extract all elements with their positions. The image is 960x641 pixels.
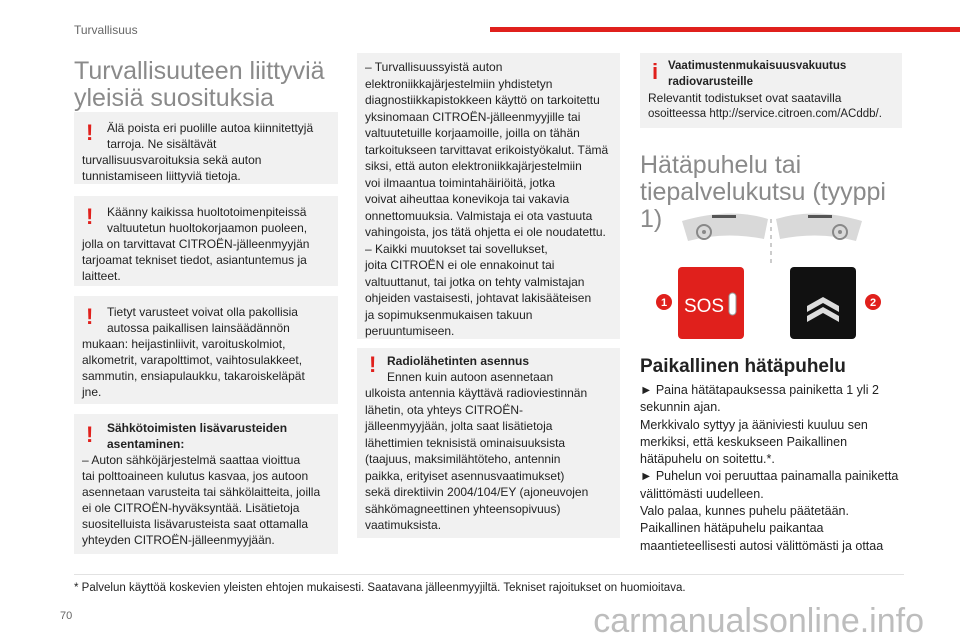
text-line: (taajuus, maksimilähtöteho, antennin (365, 452, 561, 466)
warning-exclamation-icon: ! (369, 352, 377, 377)
warning-text-line2: autossa paikallisen lainsäädännön (107, 321, 290, 335)
text-line: Merkkivalo syttyy ja ääniviesti kuuluu sen (640, 417, 868, 432)
warning-text-line5: suositelluista lisävarusteista saat ottamalla (82, 517, 309, 531)
info-text-line1: Relevantit todistukset ovat saatavilla (648, 91, 842, 105)
column-1 (74, 58, 338, 112)
warning-exclamation-icon: ! (86, 204, 94, 229)
warning-text-line3: jolla on tarvittavat CITROËN-jälleenmyyjän (82, 237, 310, 251)
text-line: paikka, erityiset asennusvaatimukset) (365, 468, 565, 483)
text-line: Paikallinen hätäpuhelu paikantaa (640, 521, 824, 536)
text-line: sekunnin ajan. (640, 400, 721, 415)
text-line: lähetin, ota yhteys CITROËN- (365, 402, 524, 417)
warning-text-line4: tarjoamat tekniset tiedot, asiantuntemus ja (82, 253, 307, 267)
text-line: valtuutetuille korjaamoille, joilla on tähän (365, 126, 580, 140)
text-line: peruuntumiseen. (365, 324, 455, 338)
watermark: carmanualsonline.info (593, 602, 924, 640)
warning-text-line6: jne. (82, 385, 102, 399)
text-line: vahingoista, jos tätä ohjetta ei ole noudatettu. (365, 225, 606, 239)
warning-box-equipment (74, 296, 338, 404)
info-text-line2: osoitteessa http://service.citroen.com/ACddb/. (648, 108, 882, 120)
warning-box-electrical (74, 414, 338, 554)
footnote: * Palvelun käyttöä koskevien yleisten ehtojen mukaisesti. Saatavana jälleenmyyjiltä. Tekniset rajoitukset on huomioitava. (74, 582, 686, 594)
warning-text-line1: – Auton sähköjärjestelmä saattaa vioittua (82, 453, 301, 467)
section-header: Turvallisuus (74, 23, 138, 37)
light-bar-icon (712, 215, 736, 218)
warning-exclamation-icon: ! (86, 422, 94, 447)
text-line: onnettomuuksia. Valmistaja ei ota vastuuta (365, 208, 593, 223)
text-line: – Kaikki muutokset tai sovellukset, (365, 241, 548, 256)
info-box-declaration (640, 53, 902, 128)
text-line: välittömästi uudelleen. (640, 486, 764, 501)
warning-text-line3: mukaan: heijastinliivit, varoituskolmiot, (82, 337, 286, 351)
text-line: tarkoitukseen tarvittavat erikoistyökalut. Tämä (365, 142, 609, 157)
local-emergency-text (640, 382, 902, 555)
sos-label: SOS (683, 296, 725, 317)
text-line: elektroniikkajärjestelmiin yhdistetyn (365, 76, 553, 91)
radio-text (365, 385, 617, 534)
text-line: valtuuttanut, tai jotka on tehty valmistajan (365, 274, 585, 289)
text-line: maantieteellisesti autosi välittömästi ja ottaa (640, 538, 884, 553)
warning-text-line2: tarroja. Ne sisältävät (107, 137, 217, 151)
diagnostic-socket-box (357, 53, 620, 339)
warning-text-line4: alkometrit, varapolttimot, vaihtosulakkeet, (82, 353, 303, 367)
warning-text-line5: laitteet. (82, 269, 121, 283)
text-line: merkiksi, että keskukseen Paikallinen (640, 434, 848, 449)
text-line: sähkömagneettinen yhteensopivuus) (365, 501, 561, 516)
warning-text-line1: Tietyt varusteet voivat olla pakollisia (107, 305, 298, 319)
diagnostic-text (365, 59, 617, 340)
warning-title-line1: Sähkötoimisten lisävarusteiden (107, 421, 288, 435)
warning-exclamation-icon: ! (86, 120, 94, 145)
text-line: sekä direktiivin 2004/104/EY (ajoneuvojen (365, 485, 589, 499)
text-line: siksi, että auton elektroniikkajärjestelmiin (365, 159, 582, 173)
text-line: voivat aiheuttaa konevikoja tai vakavia (365, 192, 570, 206)
info-title-line1: Vaatimustenmukaisuusvakuutus (668, 60, 847, 72)
warning-text-line5: sammutin, ensiapulaukku, takaroiskeläpät (82, 369, 305, 383)
text-line: lähettimien teknisistä ominaisuuksista (365, 435, 566, 450)
emergency-title: Hätäpuhelu tai tiepalvelukutsu (tyyppi 1) (640, 151, 886, 233)
warning-box-stickers (74, 112, 338, 184)
warning-text-line2: tai polttoaineen kulutus kasvaa, jos autoon (82, 469, 309, 483)
info-icon: i (652, 59, 659, 84)
text-line: ► Puhelun voi peruuttaa painamalla painiketta (640, 469, 899, 484)
warning-text-line1: Käänny kaikissa huoltotoimenpiteissä (107, 205, 307, 219)
warning-box-service (74, 196, 338, 286)
section-title: Turvallisuuteen liittyviä yleisiä suosituksia (74, 57, 325, 112)
warning-title-line2: asentaminen: (107, 437, 185, 451)
page-number: 70 (60, 610, 73, 622)
text-line: yksinomaan CITROËN-jälleenmyyjille tai (365, 109, 581, 124)
text-line: voi ilmaantua toimintahäiriöitä, jotka (365, 175, 556, 190)
text-line: diagnostiikkapistokkeen käyttö on tarkoitettu (365, 93, 600, 107)
text-line: Valo palaa, kunnes puhelu päätetään. (640, 504, 849, 519)
warning-text-line6: yhteyden CITROËN-jälleenmyyjään. (82, 533, 275, 547)
text-line: ► Paina hätätapauksessa painiketta 1 yli 2 (640, 383, 879, 397)
text-line: ulkoista antennia käyttävä radioviestinnän (365, 386, 588, 400)
footnote-divider (74, 574, 904, 575)
warning-text-line4: ei ole CITROËN-hyväksyntää. Lisätietoja (82, 501, 300, 515)
text-line: ja sopimuksenmukaisen takuun (365, 307, 533, 322)
text-line: joita CITROËN ei ole ennakoinut tai (365, 258, 555, 272)
warning-text-line4: tunnistamiseen liittyviä tietoja. (82, 169, 241, 183)
warning-exclamation-icon: ! (86, 304, 94, 329)
text-line: hätäpuhelu on soitettu.*. (640, 452, 775, 467)
svg-text:1: 1 (660, 297, 668, 309)
svg-text:2: 2 (869, 297, 877, 309)
radio-warning-title: Radiolähetinten asennus (387, 354, 530, 368)
warning-text-line3: asennetaan varusteita tai sähkölaitteita, joilla (82, 485, 321, 499)
text-line: jälleenmyyjään, jolta saat lisätietoja (365, 419, 553, 433)
text-line: vaatimuksista. (365, 518, 442, 532)
warning-text-line3: turvallisuusvaroituksia sekä auton (82, 153, 262, 167)
header-accent-bar (490, 27, 960, 32)
local-emergency-heading: Paikallinen hätäpuhelu (640, 356, 846, 377)
radio-text-line1: Ennen kuin autoon asennetaan (387, 370, 554, 384)
warning-text-line2: valtuutetun huoltokorjaamon puoleen, (107, 221, 308, 235)
sos-buttons-illustration (640, 205, 902, 345)
warning-box-radio (357, 348, 620, 538)
warning-text-line1: Älä poista eri puolille autoa kiinnitettyjä (107, 121, 314, 135)
info-title-line2: radiovarusteille (668, 76, 754, 88)
text-line: ohjeiden vastaisesti, johtavat lakisääteisen (365, 291, 592, 305)
text-line: – Turvallisuussyistä auton (365, 60, 503, 74)
